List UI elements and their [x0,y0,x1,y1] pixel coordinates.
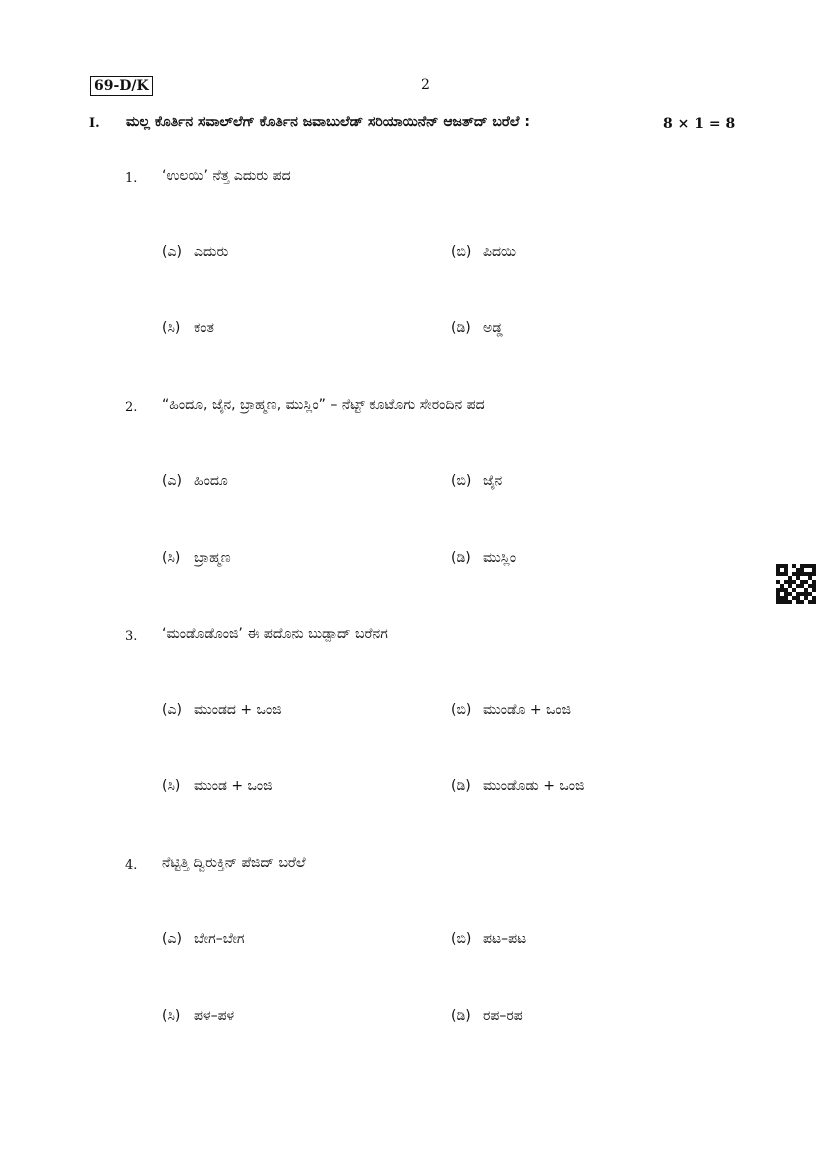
paper-code: 69-D/K [90,76,153,96]
option-label: (ಸಿ) [162,778,181,794]
question-text: ನೆಟ್ಟಿತ್ತಿ ದ್ವಿರುಕ್ತಿನ್ ಪೆಜಿದ್ ಬರೆಲೆ [162,855,306,871]
option-text: ಮುಂಡದ + ಒಂಜಿ [194,702,282,718]
option-label: (ಬಿ) [451,244,472,260]
option-text: ಮುಸ್ಲಿಂ [483,550,517,566]
option-text: ಮುಂಡ + ಒಂಜಿ [194,778,273,794]
page-number: 2 [421,77,430,93]
option-a [162,244,228,260]
option-label: (ಸಿ) [162,320,181,336]
option-a [162,473,228,489]
option-text: ಪಿದಯಿ [483,244,517,260]
question-number: 4. [125,858,138,873]
option-text: ಮುಂಡೊಡು + ಒಂಜಿ [483,778,585,794]
option-label: (ಬಿ) [451,702,472,718]
option-label: (ಎ) [162,244,182,260]
option-c [162,778,273,794]
option-label: (ಡಿ) [451,778,471,794]
option-c [162,550,231,566]
option-label: (ಡಿ) [451,550,471,566]
option-label: (ಎ) [162,473,182,489]
option-text: ಬ್ರಾಹ್ಮಣ [194,550,231,566]
option-label: (ಎ) [162,702,182,718]
question-text: “ಹಿಂದೂ, ಜೈನ, ಬ್ರಾಹ್ಮಣ, ಮುಸ್ಲಿಂ” – ನೆಟ್ಟ್ ಕೂಟೊಗು ಸೇರಂದಿನ ಪದ [162,397,485,413]
option-text: ಮುಂಡೊ + ಒಂಜಿ [483,702,572,718]
option-label: (ಡಿ) [451,320,471,336]
option-label: (ಸಿ) [162,1008,181,1024]
question-number: 3. [125,629,138,644]
option-text: ಹಿಂದೂ [194,473,228,489]
option-d [451,1008,523,1024]
option-text: ಎದುರು [194,244,229,260]
section-instruction: ಮಲ್ಲ ಕೊರ್ತಿನ ಸವಾಲ್‌ಲೆಗ್ ಕೊರ್ತಿನ ಜವಾಬುಲೆಡ್ ಸರಿಯಾಯಿನೆನ್ ಆಜತ್‌ದ್ ಬರೆಲೆ : [126,114,530,130]
section-marks: 8 × 1 = 8 [663,116,736,132]
option-text: ಅಡ್ಡ [483,320,503,336]
question-number: 1. [125,171,138,186]
option-a [162,702,282,718]
question-text: ‘ಮಂಡೊಡೊಂಜಿ’ ಈ ಪದೊನು ಬುಡ್ಪಾದ್ ಬರೆನಗ [162,626,388,642]
option-label: (ಎ) [162,931,182,947]
option-label: (ಸಿ) [162,550,181,566]
option-d [451,550,516,566]
question-text: ‘ಉಲಯಿ’ ನೆತ್ತ ಎದುರು ಪದ [162,168,291,184]
question-number: 2. [125,400,138,415]
qr-code [776,564,816,604]
option-text: ರಪ–ರಪ [483,1008,523,1024]
option-c [162,320,214,336]
option-text: ಜೈನ [483,473,503,489]
option-d [451,778,584,794]
option-d [451,320,503,336]
option-text: ಪಟ–ಪಟ [483,931,527,947]
option-text: ಕಂತ [194,320,214,336]
option-b [451,244,516,260]
option-label: (ಬಿ) [451,931,472,947]
option-c [162,1008,234,1024]
option-a [162,931,244,947]
option-label: (ಬಿ) [451,473,472,489]
section-number: I. [89,116,100,131]
option-b [451,931,526,947]
option-text: ಪಳ–ಪಳ [194,1008,235,1024]
option-label: (ಡಿ) [451,1008,471,1024]
option-text: ಬೇಗ–ಬೇಗ [194,931,245,947]
option-b [451,473,502,489]
option-b [451,702,571,718]
